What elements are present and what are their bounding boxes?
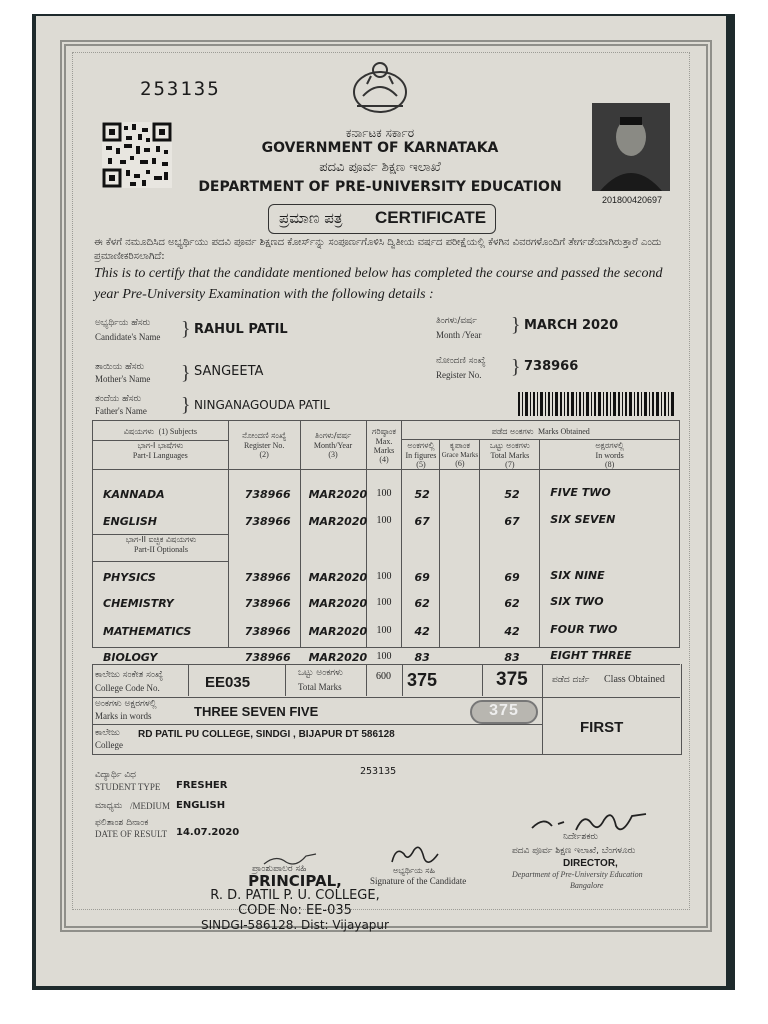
header-words: In words (595, 450, 624, 460)
header-words-kn: ಅಕ್ಷರಗಳಲ್ಲಿ (595, 440, 624, 450)
total-marks: 375 (496, 669, 528, 690)
qr-code (102, 122, 172, 188)
total-max: 600 (376, 671, 391, 682)
principal-stamp-college: R. D. PATIL P. U. COLLEGE, (210, 888, 380, 903)
certificate-title-box (268, 204, 496, 234)
header-register: Register No. (243, 441, 285, 450)
father-label-kn: ತಂದೆಯ ಹೆಸರು (95, 394, 142, 404)
class-label-kn: ಪಡೆದ ದರ್ಜೆ (552, 675, 590, 685)
medium-label: /MEDIUM (130, 801, 170, 811)
divider (92, 724, 542, 725)
part2-label: Part-II Optionals (134, 545, 188, 554)
max-cell: 100 (376, 597, 392, 608)
total-cell: 42 (504, 625, 520, 638)
college-label-kn: ಕಾಲೇಜು (95, 728, 120, 738)
total-cell: 52 (504, 488, 520, 501)
brace: } (181, 394, 191, 416)
header-register-kn: ನೋಂದಣಿ ಸಂಖ್ಯೆ (242, 431, 287, 440)
header-part1: Part-I Languages (132, 451, 188, 460)
header-register-num: (2) (259, 450, 269, 459)
total-cell: 67 (504, 515, 520, 528)
mother-label-kn: ತಾಯಿಯ ಹೆಸರು (95, 362, 145, 372)
total-figure: 375 (407, 670, 438, 690)
month-cell: MAR2020 (308, 571, 368, 584)
words-label: Marks in words (95, 711, 152, 721)
max-cell: 100 (376, 571, 392, 582)
marks-figure-cell: 42 (414, 625, 430, 638)
mother-name: SANGEETA (194, 364, 264, 379)
header-figures: In figures (405, 450, 437, 460)
header-month-kn: ತಿಂಗಳು/ವರ್ಷ (314, 431, 352, 440)
register-cell: 738966 (244, 625, 291, 638)
month-label-kn: ತಿಂಗಳು/ವರ್ಷ (436, 316, 477, 326)
month-cell: MAR2020 (308, 625, 368, 638)
month-cell: MAR2020 (308, 515, 368, 528)
candidate-photo (592, 103, 670, 191)
header-month-num: (3) (328, 450, 338, 459)
divider (285, 664, 286, 696)
brace: } (181, 362, 191, 384)
subject-name: KANNADA (103, 488, 165, 501)
medium: ENGLISH (176, 800, 226, 811)
father-name: NINGANAGOUDA PATIL (194, 398, 330, 412)
college-code: EE035 (205, 674, 251, 691)
photo-id: 201800420697 (601, 195, 663, 205)
barcode (518, 392, 674, 416)
header-figures-num: (5) (416, 459, 426, 469)
student-type-label-kn: ವಿದ್ಯಾರ್ಥಿ ವಿಧ (95, 770, 136, 780)
month-label: Month /Year (436, 330, 482, 340)
header-subjects: (1) Subjects (158, 427, 197, 436)
header-words-num: (8) (604, 459, 615, 469)
principal-stamp-address: SINDGI-586128. Dist: Vijayapur (201, 918, 389, 932)
words-cell: EIGHT THREE (550, 649, 632, 662)
principal-stamp-title: PRINCIPAL, (248, 872, 342, 890)
intro-line-2: year Pre-University Examination with the following details : (94, 287, 434, 302)
header-subjects-kn: ವಿಷಯಗಳು (123, 427, 155, 436)
words-cell: SIX NINE (550, 569, 605, 582)
register-number: 738966 (524, 359, 579, 374)
register-label: Register No. (436, 370, 482, 380)
karnataka-emblem-icon (345, 56, 415, 118)
header-obtained: Marks Obtained (538, 427, 590, 436)
part2-label-kn: ಭಾಗ-II ಐಚ್ಛಿಕ ವಿಷಯಗಳು (125, 535, 197, 544)
brace: } (181, 318, 191, 340)
principal-sig-label-kn: ಪ್ರಾಂಶುಪಾಲರ ಸಹಿ (252, 864, 307, 874)
divider (542, 664, 543, 754)
month-year: MARCH 2020 (524, 318, 619, 333)
father-label: Father's Name (95, 406, 147, 416)
serial-number: 253135 (140, 78, 221, 100)
total-label-kn: ಒಟ್ಟು ಅಂಕಗಳು (298, 668, 343, 678)
header-max-kn: ಗರಿಷ್ಠಾಂಕ (372, 426, 396, 436)
words-label-kn: ಅಂಕಗಳು ಅಕ್ಷರಗಳಲ್ಲಿ (95, 699, 157, 709)
college-code-label-kn: ಕಾಲೇಜು ಸಂಕೇತ ಸಂಖ್ಯೆ (95, 670, 164, 680)
brace: } (511, 356, 521, 378)
header-obtained-kn: ಪಡೆದ ಅಂಕಗಳು (491, 427, 534, 436)
class-label: Class Obtained (604, 674, 665, 685)
month-cell: MAR2020 (308, 597, 368, 610)
director-dept: Department of Pre-University Education (512, 870, 643, 879)
govt-title-kannada: ಕರ್ನಾಟಕ ಸರ್ಕಾರ (345, 126, 415, 140)
subject-name: CHEMISTRY (103, 597, 174, 610)
total-cell: 69 (504, 571, 520, 584)
header-grace: Grace Marks (441, 451, 479, 459)
subject-name: BIOLOGY (103, 651, 158, 664)
marks-figure-cell: 67 (414, 515, 430, 528)
marks-table (92, 420, 680, 664)
marks-figure-cell: 62 (414, 597, 430, 610)
stamp-value: 375 (489, 702, 519, 719)
max-cell: 100 (376, 515, 392, 526)
result-date: 14.07.2020 (176, 827, 240, 838)
director-city: Bangalore (570, 881, 604, 890)
stamp-serial: 253135 (360, 766, 397, 777)
mother-label: Mother's Name (95, 374, 151, 384)
header-max: Max. Marks (373, 436, 395, 455)
month-cell: MAR2020 (308, 651, 368, 664)
header-total-num: (7) (505, 459, 515, 469)
max-cell: 100 (376, 488, 392, 499)
words-cell: FOUR TWO (550, 623, 618, 636)
college-name: RD PATIL PU COLLEGE, SINDGI , BIJAPUR DT 586128 (138, 729, 395, 740)
header-max-num: (4) (379, 454, 389, 464)
register-cell: 738966 (244, 515, 291, 528)
total-hologram-stamp (470, 700, 538, 724)
candidate-name-label: Candidate's Name (95, 332, 161, 342)
header-total: Total Marks (490, 450, 530, 460)
divider (482, 664, 483, 696)
header-figures-kn: ಅಂಕಗಳಲ್ಲಿ (407, 440, 435, 450)
divider (366, 664, 367, 696)
certificate-title: CERTIFICATE (375, 208, 487, 227)
medium-label-kn: ಮಾಧ್ಯಮ (95, 801, 123, 811)
director-label-kn: ನಿರ್ದೇಶಕರು (563, 832, 599, 842)
max-cell: 100 (376, 625, 392, 636)
words-cell: SIX SEVEN (550, 513, 616, 526)
register-cell: 738966 (244, 597, 291, 610)
register-cell: 738966 (244, 488, 291, 501)
student-type: FRESHER (176, 780, 228, 791)
candidate-sig-label: Signature of the Candidate (370, 876, 467, 886)
student-type-label: STUDENT TYPE (95, 782, 161, 792)
result-date-label-kn: ಫಲಿತಾಂಶ ದಿನಾಂಕ (95, 818, 149, 828)
intro-line-1: This is to certify that the candidate mentioned below has completed the course and passed the second (94, 266, 663, 281)
marks-figure-cell: 69 (414, 571, 430, 584)
college-label: College (95, 740, 123, 750)
total-cell: 83 (504, 651, 520, 664)
candidate-name: RAHUL PATIL (194, 322, 288, 337)
intro-kannada: ಈ ಕೆಳಗೆ ನಮೂದಿಸಿದ ಅಭ್ಯರ್ಥಿಯು ಪದವಿ ಪೂರ್ವ ಶಿಕ್ಷಣದ ಕೋರ್ಸ್‌ನ್ನು ಸಂಪೂರ್ಣಗೊಳಿಸಿ ದ್ವಿತೀಯ ವರ್ಷದ ಪರೀಕ್ಷೆಯಲ್ಲಿ ಕೆಳಗಿನ ವಿವರಗಳೊಂದಿಗೆ ತೇರ್ಗಡೆಯಾಗಿರುತ್ತಾರೆ ಎಂದು ಪ್ರಮಾಣೀಕರಿಸಲಾಗಿದೆ: (94, 237, 662, 262)
principal-stamp-code: CODE No: EE-035 (238, 903, 352, 918)
subject-name: MATHEMATICS (103, 625, 192, 638)
candidate-sig-label-kn: ಅಭ್ಯರ್ಥಿಯ ಸಹಿ (393, 866, 436, 875)
marks-figure-cell: 83 (414, 651, 430, 664)
marks-in-words: THREE SEVEN FIVE (194, 704, 319, 719)
words-cell: SIX TWO (550, 595, 604, 608)
divider (188, 664, 189, 696)
total-cell: 62 (504, 597, 520, 610)
college-code-label: College Code No. (95, 683, 160, 693)
certificate-title-kannada: ಪ್ರಮಾಣ ಪತ್ರ (279, 209, 343, 227)
divider (402, 664, 403, 696)
govt-title: GOVERNMENT OF KARNATAKA (261, 140, 499, 156)
director-title: DIRECTOR, (563, 858, 618, 869)
register-cell: 738966 (244, 571, 291, 584)
header-month: Month/Year (313, 441, 353, 450)
subject-name: ENGLISH (103, 515, 157, 528)
words-cell: FIVE TWO (550, 486, 611, 499)
grace-column (440, 470, 480, 648)
director-dept-kn: ಪದವಿ ಪೂರ್ವ ಶಿಕ್ಷಣ ಇಲಾಖೆ, ಬೆಂಗಳೂರು (512, 846, 636, 856)
result-date-label: DATE OF RESULT (95, 829, 168, 839)
candidate-name-label-kn: ಅಭ್ಯರ್ಥಿಯ ಹೆಸರು (95, 318, 151, 328)
subject-name: PHYSICS (103, 571, 156, 584)
dept-title-kannada: ಪದವಿ ಪೂರ್ವ ಶಿಕ್ಷಣ ಇಲಾಖೆ (319, 160, 441, 175)
register-label-kn: ನೋಂದಣಿ ಸಂಖ್ಯೆ (436, 356, 486, 366)
header-grace-kn: ಕೃಪಾಂಕ (449, 441, 470, 450)
header-part1-kn: ಭಾಗ-I ಭಾಷೆಗಳು (137, 441, 184, 450)
month-cell: MAR2020 (308, 488, 368, 501)
header-grace-num: (6) (455, 459, 465, 468)
header-total-kn: ಒಟ್ಟು ಅಂಕಗಳು (489, 440, 530, 450)
max-cell: 100 (376, 651, 392, 662)
total-label: Total Marks (298, 682, 342, 692)
marks-figure-cell: 52 (414, 488, 430, 501)
brace: } (511, 314, 521, 336)
class-obtained: FIRST (580, 719, 624, 736)
dept-title: DEPARTMENT OF PRE-UNIVERSITY EDUCATION (198, 179, 562, 195)
register-cell: 738966 (244, 651, 291, 664)
